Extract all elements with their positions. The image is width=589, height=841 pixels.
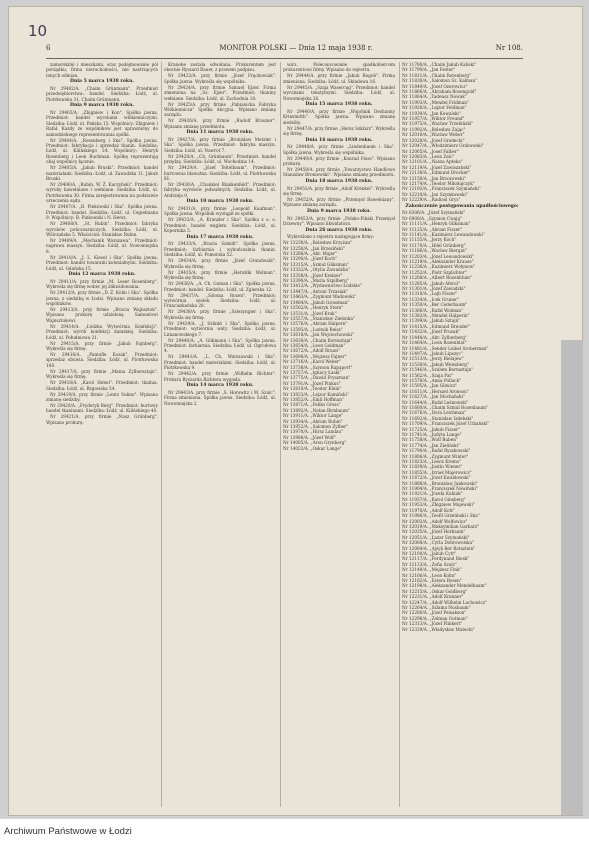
date-heading: Dnia 9 marca 1938 roku. [69, 103, 135, 109]
register-entry: Nr 11992/A. „Bolesław Zając" [402, 126, 466, 132]
register-entry: Nr 11513/A. „Jerzy Bielajew" [402, 356, 464, 362]
register-entry: Nr 12117/A. „Ferdynand Biesk" [402, 556, 470, 562]
register-entry: Nr 13266/A. „Abr. Majer" [283, 251, 337, 257]
register-entry: Nr 13672/A. „Adolf Braun" [283, 348, 340, 354]
register-entry: Nr 13988/A. „Józef Wolf" [283, 434, 336, 440]
register-entry: Nr 11644/A. „Rafał Leśnowski" [402, 399, 469, 405]
register-paragraph: Nr 29429/A. „Józef Teitelbaum". Przedmiot: hurtownia bławatna. Siedziba: Łódź, ul. Piotrkowska 81. [164, 165, 276, 182]
register-entry: Nr 11830/A. „Salomon Sz. Kalman" [402, 78, 478, 84]
register-entry: Nr 11975/A. „Wacław Trzebiński" [402, 121, 474, 127]
text-column-3 [283, 62, 395, 807]
archive-label: Archiwum Państwowe w Łodzi [4, 826, 132, 837]
register-entry: Nr 12010/A. „Wacław Weber" [402, 132, 465, 138]
register-entry: Nr 14005/A. „Aron Grynberg" [283, 440, 347, 446]
archive-footer-bar [0, 818, 589, 841]
register-entry: Nr 11849/A. „Józef Ozerowicz" [402, 83, 468, 89]
register-entry: Nr 12149/A. „Mojżesz Fink" [402, 567, 462, 573]
register-entry: Nr 11464/A. „Leon Rozenblat" [402, 340, 467, 346]
register-paragraph: Nr 29425/A. przy firmie „Pabianicka Fabryka Włókiennicza" Spółka Akcyjna. Wpisano zmianę zarządu. [164, 101, 276, 118]
register-entry: Nr 12166/A. „Leon Kohn" [402, 572, 457, 578]
register-entry: Nr 12174/A. „Teodor Mikołajczyk" [402, 180, 475, 186]
register-entry: Nr 11855/A. „Izrael Majerowicz" [402, 469, 472, 475]
register-entry: Nr 12280/A. „Józef Peisakson" [402, 610, 467, 616]
register-entry: Nr 13531/A. „Józef Kruk" [283, 310, 337, 316]
register-entry: Nr 11903/A. „Mendel Fridman" [402, 99, 469, 105]
register-paragraph: Nr 29422/A. przy firmie „Józef Frąckowiak". Spółka jawna. Wykreśla się wspólnika. [164, 73, 276, 84]
register-paragraph: Nr 29426/A. przy firmie „Rudolf Brauner". Wpisano zmianę przedmiotu. [164, 118, 276, 129]
register-paragraph: Nr 29410/A. „J. L. Kiesel i Ska". Spółka jawna. Przedmiot: handel towarami kolonialnymi. Siedziba: Łódź, ul. Gdańska 15. [46, 254, 158, 271]
register-entry: Nr 11318/A. „Lejb Fiszer" [402, 291, 458, 297]
register-entry: Nr 11970/A. „Adolf Kott" [402, 507, 455, 513]
register-entry: Nr 11350/A. „Ber Cederbaum" [402, 302, 468, 308]
register-entry: Nr 13250/A. „Jan Brzeziński" [283, 245, 345, 251]
register-entry: Nr 11866/A. „Abraham Rosengold" [402, 89, 477, 95]
register-paragraph: Nr 29420/A. „Fryderyk Berg". Przedmiot: hurtowy handel tkaninami. Siedziba: Łódź, ul. Kilińskiego 40. [46, 403, 158, 414]
register-paragraph: Nr 29421/A. przy firmie „Nasz Grünberg". Wpisano prokurę. [46, 414, 158, 425]
register-entry: Nr 13716/A. „Karol Weber" [283, 359, 341, 365]
register-entry: Nr 11252/A. „Piotr Szplichter" [402, 269, 467, 275]
register-entry: Nr 11578/A. „Anna Pollack" [402, 377, 461, 383]
register-entry: Nr 13791/A. „Józef Pinkus" [283, 380, 341, 386]
register-entry: Nr 11399/A. „Jakub Sztajn" [402, 318, 461, 324]
register-paragraph: Nr 29415/A. przy firmie „Jakub Fajnberg". Wykreśla się firmę. [46, 340, 158, 351]
register-entry: Nr 13290/A. „Józef Koch" [283, 256, 337, 262]
date-heading: Dnia 11 marca 1938 roku. [186, 130, 254, 136]
register-entry: Nr 11953/A. „Zbigniew Majewski" [402, 502, 475, 508]
register-entry: Nr 11921/A. „Józefa Kubiak" [402, 491, 463, 497]
register-paragraph: Nr 29449/A. przy firmie „Konrad Feiss". Wpisano prokurę. [283, 155, 395, 167]
register-entry: Nr 13618/A. „Jan Wojciechowski" [283, 332, 354, 338]
register-entry: Nr 13230/A. „Bolesław Krzyżan" [283, 240, 352, 246]
register-entry: Nr 13595/A. „Ludwik Reiss" [283, 326, 343, 332]
register-entry: Nr 11366/A. „Rafał Wolman" [402, 307, 464, 313]
text-column-4 [402, 62, 522, 807]
register-paragraph: Nr 29436/A. „A. Ch. Goman i Ska". Spółka jawna. Przedmiot: handel. Siedziba: Łódź, ul. Zgierska 12. [164, 281, 276, 292]
register-entry: Nr 13690/A. „Mojżesz Fajner" [283, 353, 347, 359]
register-entry: Nr 11219/A. „Aleksander Krause" [402, 259, 474, 264]
register-entry: Nr 11692/A. „Stanisław Izdebski" [402, 415, 474, 421]
register-entry: Nr 13576/A. „Abram Halpern" [283, 321, 348, 327]
register-entry: Nr 11780/A. „Chaim Jakub Kaliski" [402, 62, 477, 67]
register-entry: Nr 12101/A. „Nasza Apteka" [402, 159, 463, 165]
register-entry: Nr 12329/A. „Władysław Matecki" [402, 626, 475, 632]
register-entry: Nr 13738/A. „Szymon Rapaport" [283, 364, 353, 370]
register-entry: Nr 11186/A. „Wacław Biergut" [402, 248, 467, 254]
date-heading: Dnia 12 marca 1938 roku. [68, 272, 136, 278]
register-entry: Nr 6306/A. „Józef Szymański" [402, 210, 466, 216]
date-heading: Dnia 5 marca 1938 roku. [69, 79, 135, 85]
register-entry: Nr 11595/A. „Jan Gliwicz" [402, 383, 458, 389]
handwritten-page-mark: 10 [28, 22, 48, 40]
register-entry: Nr 13484/A. „Jakub Grossman" [283, 299, 350, 305]
register-paragraph: Nr 29424/A. przy firmie Szmuel Ejzer. Firma zmieniona na „Sz. Ejzer". Przedmiot: tkaniny wełniane. Siedziba: Łódź, ul. Zachodnia 18. [164, 84, 276, 101]
register-entry: Nr 11741/A. „Judyta Lange" [402, 432, 462, 437]
register-paragraph: Nr 29441/A. „L. Ch. Warszawski i Ska". Przedmiot: handel materiałami. Siedziba: Łódź, ul. Piotrkowska 9. [164, 354, 276, 371]
register-entry: Nr 12247/A. „Adolf Wilhelm Lachowicz" [402, 599, 487, 605]
register-paragraph: Nr 29452/A. przy firmie „Przemysł Bawełniany". Wpisano zmianę zarządu. [283, 197, 395, 208]
register-entry: Nr 11725/A. „Jakub Fiszer" [402, 426, 461, 432]
register-entry: Nr 11448/A. „Abr. Zylberberg" [402, 334, 468, 340]
register-entry: Nr 12133/A. „Zofia Szulc" [402, 561, 458, 567]
register-paragraph: Nr 29446/A. przy firmie „Wspólnik Deshanny Krinsmitth". Spółka jawna. Wpisano zmianę siedziby. [283, 108, 395, 125]
register-entry: Nr 13639/A. „Chaim Bornsztajn" [283, 337, 353, 343]
register-paragraph: Nr 29444/A. przy firmie „Jakub Rogoń". Firma zmieniona. Siedziba: Łódź, ul. Składowa 16. [283, 73, 395, 84]
header-rule [46, 58, 523, 59]
register-entry: Nr 14023/A. „Oskar Lange" [283, 445, 342, 451]
register-paragraph: Nr 29428/A. „Ch. Grünbaum". Przedmiot: handel przędzą. Siedziba: Łódź, ul. Wschodnia 14. [164, 153, 276, 165]
register-entry: Nr 11546/A. „Szulem Bornsztajn" [402, 367, 474, 373]
register-entry: Nr 12019/A. „Maksymilian Garbarz" [402, 523, 480, 529]
register-paragraph: Nr 29406/A. „Rubin, W. Ż. Kuczyński". Przedmiot: wyroby bawełniane i wełniane. Siedziba: Łódź, ul. Piotrkowska 30. Firma zarejestrowana na podstawie orzeczenia sądu. [46, 182, 158, 204]
register-entry: Nr 11627/A. „Jan Mochański" [402, 394, 465, 400]
register-paragraph: Nr 29451/A. przy firmie „Adolf Krenkel". Wykreśla się firmę. [283, 185, 395, 197]
register-paragraph: Nr 29445/A. „Szaja Wasercug". Przedmiot: handel wyrobami tekstylnymi. Siedziba: Łódź, ul. Nowomiejska 26. [283, 84, 395, 101]
text-column-2 [164, 62, 276, 807]
register-paragraph: Nr 29416/A. „Pantofle Kozak". Przedmiot: sprzedaż obuwia. Siedziba: Łódź, ul. Piotrkowska 108. [46, 351, 158, 368]
register-entry: Nr 12296/A. „Zelman Gutman" [402, 615, 468, 621]
page-header [46, 44, 523, 58]
register-paragraph: Nr 29435/A. przy firmie „Herszlik Wolman". Wykreśla się firmę. [164, 269, 276, 281]
register-entry: Nr 12231/A. „Adolf Kranner" [402, 594, 464, 600]
register-entry: Nr 12065/A. „Josef Falber" [402, 148, 459, 154]
register-entry: Nr 11872/A. „Józef Ewaldowski" [402, 475, 471, 481]
register-entry: Nr 13911/A. „Wiktor Lange" [283, 413, 344, 419]
register-paragraph: Nr 29417/A. przy firmie „Mania Zylbersztajn". Wykreśla się firmę. [46, 368, 158, 380]
register-entry: Nr 11904/A. „Franciszek Nowiński" [402, 486, 478, 492]
register-entry: Nr 13315/A. „Szmul Gliksman" [283, 261, 349, 267]
register-entry: Nr 13654/A. „Leon Goldman" [283, 342, 346, 348]
register-paragraph: Nr 29439/A. „J. Szlinkt i Ska". Spółka jawna. Przedmiot: wytwórnia waty. Siedziba: Łódź, ul. Limanowskiego 7. [164, 320, 276, 337]
register-entry: Nr 12051/A. „Łazar Szymański" [402, 534, 470, 540]
register-entry: Nr 11155/A. „Jerzy Koch" [402, 237, 457, 243]
issue-number: Nr 108. [495, 44, 523, 52]
register-paragraph: Nr 29430/A. „Chunkiel Blankenfeld". Przedmiot: fabryka wyrobów jedwabnych. Siedziba: Łódź, ul. Andrzeja 9. [164, 182, 276, 198]
register-entry: Nr 12068/A. „Cyrla Dobrowolska" [402, 540, 474, 546]
register-entry: Nr 11660/A. „Chaim Szmul Rozenbaum" [402, 404, 488, 410]
register-paragraph: Nr 29432/A. „A. Kranzler i Ska". Spółka z o. o. Przedmiot: handel węglem. Siedziba: Łódź, ul. Kopernika 5. [164, 217, 276, 234]
date-heading: Dnia 9 marca 1938 roku. [306, 209, 372, 215]
register-entry: Nr 11141/A. „Kazimierz Lewandowski" [402, 231, 485, 237]
register-entry: Nr 12313/A. „Józef Flinkert" [402, 621, 463, 627]
register-entry: Nr 11790/A. „Rafał Ryszkowski" [402, 448, 471, 454]
date-heading: Dnia 16 marca 1938 roku. [305, 137, 373, 143]
register-paragraph: Nr 29413/A. przy firmie „Bracia Wajnsztok". Wpisano prokurę udzieloną Samuelowi Wajnsztokowi. [46, 306, 158, 323]
register-paragraph: Nr 29414/A. „Łódzka Wytwórnia Konfekcji". Przedmiot: wyrób konfekcji damskiej. Siedziba: Łódź, ul. Południowa 21. [46, 323, 158, 340]
register-entry: Nr 12264/A. „Szlama Nusbaum" [402, 605, 471, 610]
register-entry: Nr 12047/A. „Włodzimierz Grabowski" [402, 143, 484, 149]
register-entry: Nr 11203/A. „Józef Lewandowski" [402, 253, 475, 259]
date-heading: Dnia 17 marca 1938 roku. [186, 234, 254, 240]
register-entry: Nr 11774/A. „Jan Zieliński" [402, 442, 460, 448]
register-entry: Nr 12229/A. „Radiosl Grys" [402, 197, 461, 203]
register-paragraph: Nr 29412/A. przy firmie „D. Ż. Kohn i Ska". Spółka jawna, z siedzibą w Łodzi. Wpisano zmianę składu wspólników. [46, 290, 158, 306]
torn-page-edge [561, 340, 583, 815]
register-entry: Nr 11937/A. „Karol Ginsberg" [402, 496, 466, 502]
column-divider [161, 62, 162, 807]
register-entry: Nr 12002/A. „Adolf Wolfowicz" [402, 518, 468, 524]
register-entry: Nr 11709/A. „Franciszek Józef Urbański" [402, 421, 490, 427]
register-entry: Nr 11806/A. „Zygmunt Winter" [402, 453, 469, 459]
register-paragraph: Nr 29411/A. przy firmie „M. Leser Rosenberg". Wykreśla się firmę wobec jej zlikwidowania. [46, 278, 158, 290]
register-paragraph: zamorskimi i mieszkami, oraz podejmowanie pól porządku; firma nieruchomości, nie nastrzących innych odmian. [46, 62, 158, 78]
register-entry: Nr 12198/A. „Aleksander Mendelbaum" [402, 583, 487, 589]
register-paragraph: wicz. Poleconcowanie spadkobiercom prokurentowi firmy. Wpisano do rejestru. [283, 62, 395, 73]
register-entry: Nr 12210/A. „Jan Szymkowski" [402, 191, 468, 197]
register-paragraph: Nr 29403/A. „Zbigniew i Kon". Spółka jawna. Przedmiot: handel wyrobami włókienniczymi. Siedziba: Łódź, ul. Pańska 15. Wspólnicy: Zbigniew i Rafał. Każdy ze wspólników jest uprawniony do samodzielnego reprezentowania spółki. [46, 110, 158, 137]
register-entry: Nr 12100/A. „Jakub Cytr" [402, 550, 457, 556]
register-entry: Nr 12182/A. „Estera Rosen" [402, 577, 462, 583]
register-entry: Nr 11415/A. „Edmund Breuder" [402, 323, 471, 329]
register-paragraph: Nr 29440/A. „A. Glikmann i Ska". Spółka jawna. Przedmiot: farbiarnia. Siedziba: Łódź, ul. Ogrodowa 4. [164, 337, 276, 354]
register-entry: Nr 13852/A. „Emil Hoffman" [283, 397, 344, 402]
register-paragraph: Nr 29402/A. „Chaim Grünmann". Przedmiot przedsiębiorstwa: handel. Siedziba: Łódź, ul. Piotrkowska 31. Chaim Grünmann. [46, 86, 158, 102]
register-paragraph: Nr 29418/A. „Karol Hebel". Przedmiot: tkalnia. Siedziba: Łódź, ul. Rzgowska 54. [46, 380, 158, 391]
register-paragraph: Nr 29408/A. „St. Rubin". Przedmiot: fabryka wyrobów pończoszniczych. Siedziba: Łódź, ul. Wólczańska 5. Właściciel: Stanisław Rubin. [46, 221, 158, 237]
register-entry: Nr 13463/A. „Zygmunt Wadowski" [283, 294, 357, 300]
register-paragraph: Nr 29407/A. „B. Pinkowski i Ska". Spółka jawna. Przedmiot: handel. Siedziba: Łódź, ul. Cegielniana 9. Wspólnicy: B. Pinkowski i N. Hersz. [46, 204, 158, 221]
register-entry: Nr 13390/A. „Maria Szpilberg" [283, 278, 349, 284]
date-heading: Zakończenie postępowania upadłościowego: [405, 203, 519, 209]
register-entry: Nr 11481/A. „Sender Leibel Sroberman" [402, 345, 489, 351]
register-entry: Nr 11562/A. „Szaja Pat" [402, 372, 454, 378]
register-paragraph: Nr 29405/A. „Jakub Bruski". Przedmiot: handel materiałami. Siedziba: Łódź, ul. Zawadzka 11. Jakub Bruski. [46, 165, 158, 182]
register-entry: Nr 11676/A. „Dora Leichman" [402, 410, 467, 416]
register-entry: Nr 11301/A. „Józef Zawadzki" [402, 286, 466, 292]
register-entry: Nr 13970/A. „Hirsz Landau" [283, 429, 344, 435]
register-entry: Nr 11758/A. „Wolf Ruben" [402, 437, 458, 443]
register-entry: Nr 6900/A. „Szymon Cwajg" [402, 215, 463, 221]
register-entry: Nr 12083/A. „Leon Zalc" [402, 153, 455, 159]
register-entry: Nr 11268/A. „Albert Rozenblum" [402, 275, 472, 281]
register-paragraph: Nr 29404/A. „Rosenberg i Ska". Spółka jawna. Przedmiot: fabrykacja i sprzedaż tkanin. Siedziba: Łódź, ul. Kilińskiego 24. Wspólnicy: Henryk Rosenberg i Leon Buchman. Spółkę reprezentują obaj wspólnicy łącznie. [46, 137, 158, 165]
register-entry: Nr 12156/A. „Jan Brzozowski" [402, 175, 466, 181]
register-entry: Nr 12192/A. „Franciszek Szymański" [402, 186, 481, 192]
page-number: 6 [46, 44, 51, 52]
register-entry: Nr 11236/A. „Kazimierz Wołynow" [402, 264, 476, 270]
register-entry: Nr 13502/A. „Henryk Stern" [283, 305, 344, 311]
register-paragraph: Nr 29431/A. przy firmie „Leopold Kaufman". Spółka jawna. Wspólnik wystąpił ze spółki. [164, 206, 276, 217]
register-entry: Nr 11611/A. „Herszel Aronson" [402, 388, 469, 394]
publication-title: MONITOR POLSKI — Dnia 12 maja 1938 r. [219, 44, 373, 52]
register-entry: Nr 13332/A. „Otylia Zawadzka" [283, 267, 350, 273]
register-entry: Nr 13412/A. „Wydawnictwo Łódzkie" [283, 283, 362, 289]
date-heading: Dnia 26 marca 1938 roku. [305, 227, 373, 233]
text-column-1 [46, 62, 158, 807]
register-entry: Nr 13952/A. „Salomon Zylber" [283, 424, 349, 430]
register-entry: Nr 11986/A. „Teofil Grzelinski i Ska" [402, 513, 480, 519]
date-heading: Dnia 10 marca 1938 roku. [186, 199, 254, 205]
column-divider [280, 62, 281, 807]
register-entry: Nr 13557/A. „Stanisław Zielonka" [283, 315, 355, 321]
register-entry: Nr 11839/A. „Justin Wiener" [402, 464, 463, 470]
register-entry: Nr 12084/A. „Ajzyk Ber Rotsztein" [402, 545, 476, 551]
register-entry: Nr 11823/A. „Lewis Krems" [402, 459, 461, 465]
register-paragraph: Nr 29453/A. przy firmie „Polsko-Fiński Przemysł Drzewny". Wpisano likwidatora. [283, 215, 395, 227]
register-entry: Nr 11811/A. „Chaim Rotenberg" [402, 72, 471, 78]
register-entry: Nr 13775/A. „Dawid Fryszman" [283, 375, 351, 381]
register-paragraph: Nr 29437/A. „Szloma Rozen". Przedmiot: wytwórnia szelek. Siedziba: Łódź, ul. Franciszkańska 28. [164, 292, 276, 309]
register-entry: Nr 11334/A. „Icek Gruner" [402, 296, 460, 302]
register-entry: Nr 13447/A. „Antoni Trzasiak" [283, 288, 348, 294]
date-heading: Dnia 18 marca 1938 roku. [305, 179, 373, 185]
register-entry: Nr 13757/A. „Ignacy Łaski" [283, 369, 342, 375]
register-paragraph: Nr 29419/A. przy firmie „Lentz Sukno". Wpisano zmianę siedziby. [46, 391, 158, 402]
register-paragraph: Nr 29442/A. przy firmie „Wilhelm Richter". Prokura Ryszarda Richtera wygasła. [164, 371, 276, 382]
register-entry: Nr 13810/A. „Teodor Klein" [283, 386, 342, 392]
register-entry: Nr 13892/A. „Natan Birnbaum" [283, 407, 350, 413]
register-entry: Nr 11170/A. „Hilel Grünberg" [402, 242, 466, 248]
register-entry: Nr 11884/A. „Tadeusz Nowak" [402, 94, 467, 100]
register-entry: Nr 11285/A. „Jakub Aferol" [402, 280, 460, 286]
register-entry: Nr 12119/A. „Józef Zawiszański" [402, 164, 472, 170]
register-paragraph: Nr 29447/A. przy firmie „Hersz Szklarz". Wykreśla się firmę. [283, 125, 395, 137]
register-entry: Nr 11125/A. „Abram Fiszer" [402, 226, 463, 232]
register-entry: Nr 13871/A. „Feliks Gross" [283, 402, 341, 408]
register-paragraph: Wykreślone z rejestru następujące firmy: [287, 234, 375, 240]
register-entry: Nr 11939/A. „Jan Kowalski" [402, 110, 461, 116]
register-entry: Nr 13934/A. „Abram Rubin" [283, 418, 343, 424]
register-entry: Nr 13358/A. „Józef Kreiner" [283, 272, 343, 278]
register-paragraph: Nr 29409/A. „Mechanik Warszawa". Przedmiot: naprawa maszyn. Siedziba: Łódź, ul. Nowomiejska 8. [46, 237, 158, 254]
register-entry: Nr 11432/A. „Józef Prusak" [402, 329, 460, 335]
register-paragraph: Nr 29433/A. „Bracia Szmidt". Spółka jawna. Przedmiot: farbiarnia i wykończalnia tkanin. Siedziba: Łódź, ul. Pomorska 52. [164, 241, 276, 258]
register-entry: Nr 11111/A. „Henryk Gliksman" [402, 221, 471, 227]
register-entry: Nr 11383/A. „Mendel Halperin" [402, 313, 470, 319]
register-entry: Nr 11790/A. „Jan Fester" [402, 67, 456, 73]
register-entry: Nr 12035/A. „Józef Horbaum" [402, 529, 466, 535]
register-entry: Nr 11530/A. „Jakub Weissberg" [402, 361, 469, 367]
register-entry: Nr 11920/A. „Lejzor Feldman" [402, 105, 467, 111]
register-entry: Nr 11497/A. „Jakub Lipszyc" [402, 350, 463, 356]
register-paragraph: Nr 29434/A. przy firmie „Józef Grundwald". Wykreśla się firmę. [164, 258, 276, 269]
register-paragraph: Nr 29438/A. przy firmie „Szlezyngier i Ska". Wykreśla się firmę. [164, 309, 276, 320]
date-heading: Dnia 14 marca 1938 roku. [186, 383, 254, 389]
date-heading: Dnia 15 marca 1938 roku. [305, 102, 373, 108]
register-paragraph: Nr 29443/A. przy firmie „S. Horowitz i M. Szulc". Firma zmieniona. Spółka jawna. Siedziba: Łódź, ul. Nowomiejska 2. [164, 389, 276, 406]
register-entry: Nr 12215/A. „Oskar Goldberg" [402, 588, 468, 594]
register-entry: Nr 13833/A. „Lejzor Kamiński" [283, 391, 349, 397]
register-paragraph: Nr 29448/A. przy firmie „Lindenbaum i Ska". Spółka jawna. Wykreśla się wspólnika. [283, 144, 395, 155]
register-entry: Nr 12138/A. „Edmund Drucker" [402, 170, 471, 176]
register-entry: Nr 11957/A. „Wiktor Freund" [402, 116, 465, 122]
register-paragraph: Nr 29427/A. przy firmie „Bronisław Metzler i Ska". Spółka jawna. Przedmiot: fabryka maszyn. Siedziba: Łódź, ul. Nawrot 7. [164, 137, 276, 153]
register-entry: Nr 12028/A. „Józef Grodecki" [402, 137, 465, 143]
register-paragraph: Nr 29450/A. przy firmie „Towarzystwo Handlowe Stanisław Broniewski". Wpisano zmianę przedmiotu. [283, 167, 395, 178]
register-entry: Nr 11888/A. „Bronisław Jankowski" [402, 480, 478, 486]
column-divider [399, 62, 400, 807]
register-paragraph: Kranebe została odwołana. Prokurentem jest obecnie Ryszard Bauer, z prawem podpisu. [164, 62, 276, 73]
